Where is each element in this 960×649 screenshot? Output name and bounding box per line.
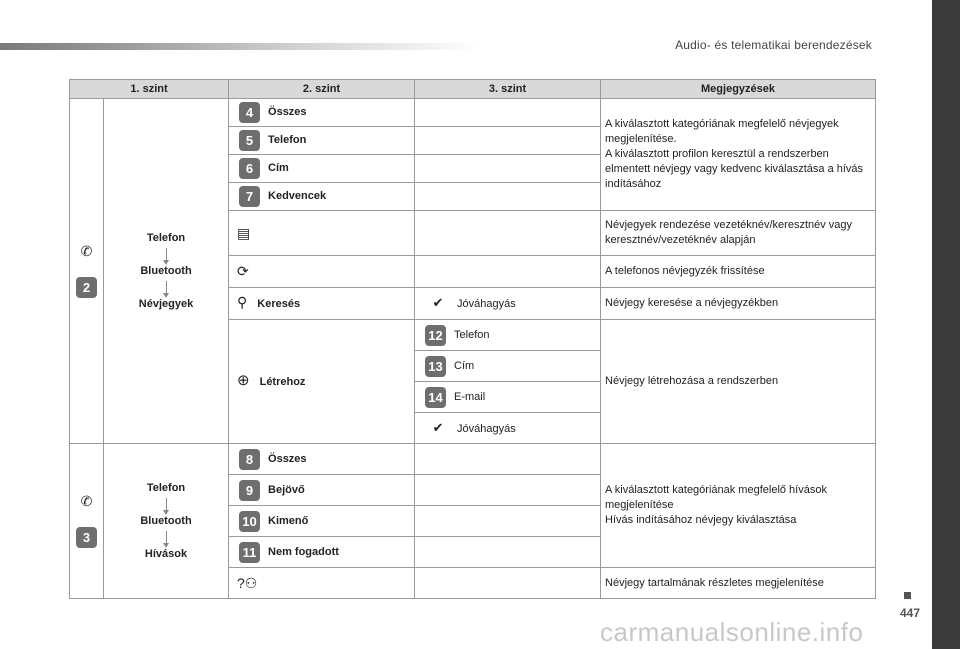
step-number: 10 <box>239 511 260 532</box>
header-level1: 1. szint <box>70 80 229 99</box>
level2-cell <box>229 475 415 506</box>
add-circle-icon: ⊕ <box>237 372 250 389</box>
level2-cell <box>229 99 415 127</box>
arrow-down-icon <box>166 281 167 295</box>
level2-label: Összes <box>268 452 307 465</box>
level2-cell <box>229 155 415 183</box>
level3-label: E-mail <box>454 390 486 403</box>
path-item: Névjegyek <box>138 297 194 310</box>
level1-cell <box>70 99 104 444</box>
level3-cell <box>415 382 601 413</box>
level1-path-cell <box>104 444 229 599</box>
level2-label: Kimenő <box>268 514 309 527</box>
arrow-down-icon <box>166 498 167 512</box>
level2-cell <box>229 127 415 155</box>
level2-cell <box>229 537 415 568</box>
level1-path-cell <box>104 99 229 444</box>
level3-label: Jóváhagyás <box>457 298 516 310</box>
path-item: Telefon <box>146 231 186 244</box>
notes-cell: A kiválasztott kategóriának megfelelő névjegyek megjelenítése. A kiválasztott profilon keresztül a rendszerben elmentett névjegy vagy kedvenc kiválasztása a hívás indításához <box>601 99 876 211</box>
checkmark-icon: ✔ <box>432 295 444 310</box>
menu-path <box>108 231 224 312</box>
search-icon: ⚲ <box>237 294 248 310</box>
level3-label: Jóváhagyás <box>457 422 516 435</box>
level3-cell <box>415 475 601 506</box>
step-number: 8 <box>239 449 260 470</box>
level2-label: Cím <box>268 162 289 174</box>
phone-icon: ✆ <box>80 493 93 509</box>
notes-cell: Névjegy tartalmának részletes megjelenítése <box>601 568 876 599</box>
level3-cell <box>415 99 601 127</box>
level2-cell <box>229 320 415 444</box>
level2-label: Összes <box>268 106 307 118</box>
level2-label: Nem fogadott <box>268 545 339 558</box>
step-number: 14 <box>425 387 446 408</box>
table-header-row <box>70 80 876 99</box>
menu-table <box>69 79 876 599</box>
level3-cell <box>415 211 601 256</box>
level2-label: Bejövő <box>268 483 305 496</box>
contact-details-icon: ?⚇ <box>237 574 258 591</box>
menu-path <box>108 481 224 562</box>
level2-cell <box>229 568 415 599</box>
level3-cell <box>415 288 601 320</box>
header-gradient-bar <box>0 43 480 50</box>
table-row <box>70 99 876 127</box>
arrow-down-icon <box>166 531 167 545</box>
notes-cell: Névjegyek rendezése vezetéknév/keresztnév vagy keresztnév/vezetéknév alapján <box>601 211 876 256</box>
level3-cell <box>415 506 601 537</box>
path-item: Bluetooth <box>140 264 192 277</box>
page-marker <box>904 592 911 599</box>
level3-cell <box>415 568 601 599</box>
watermark-text: carmanualsonline.info <box>600 617 864 647</box>
step-number: 7 <box>239 186 260 207</box>
level3-cell <box>415 183 601 211</box>
level2-label: Kedvencek <box>268 190 327 202</box>
level3-cell <box>415 537 601 568</box>
step-number: 6 <box>239 158 260 179</box>
header-level3: 3. szint <box>415 80 601 99</box>
notes-cell: Névjegy létrehozása a rendszerben <box>601 320 876 444</box>
step-number: 9 <box>239 480 260 501</box>
arrow-down-icon <box>166 248 167 262</box>
step-number: 5 <box>239 130 260 151</box>
level1-cell <box>70 444 104 599</box>
level3-cell <box>415 320 601 351</box>
path-item: Telefon <box>146 481 186 494</box>
table-row <box>70 444 876 475</box>
level3-cell <box>415 155 601 183</box>
step-number: 11 <box>239 542 260 563</box>
step-number: 3 <box>76 527 97 548</box>
phone-icon: ✆ <box>80 243 93 259</box>
notes-cell: A telefonos névjegyzék frissítése <box>601 256 876 288</box>
step-number: 2 <box>76 277 97 298</box>
header-level2: 2. szint <box>229 80 415 99</box>
level3-cell <box>415 256 601 288</box>
level3-label: Telefon <box>454 328 490 341</box>
level3-cell <box>415 351 601 382</box>
page-number: 447 <box>900 606 921 620</box>
level2-cell <box>229 211 415 256</box>
level2-label: Keresés <box>257 298 301 310</box>
level2-cell <box>229 183 415 211</box>
level3-cell <box>415 413 601 444</box>
contact-card-icon: ▤ <box>237 224 251 241</box>
path-item: Hívások <box>144 547 188 560</box>
step-number: 4 <box>239 102 260 123</box>
notes-cell: Névjegy keresése a névjegyzékben <box>601 288 876 320</box>
level2-cell <box>229 288 415 320</box>
level2-cell <box>229 444 415 475</box>
refresh-icon: ⟳ <box>237 263 249 279</box>
level2-cell <box>229 506 415 537</box>
page-header-title: Audio- és telematikai berendezések <box>675 38 872 52</box>
level2-label: Telefon <box>268 134 307 146</box>
level3-cell <box>415 127 601 155</box>
level2-cell <box>229 256 415 288</box>
checkmark-icon: ✔ <box>432 419 444 435</box>
step-number: 12 <box>425 325 446 346</box>
header-notes: Megjegyzések <box>601 80 876 99</box>
level3-cell <box>415 444 601 475</box>
notes-cell: A kiválasztott kategóriának megfelelő hívások megjelenítése Hívás indításához névjegy kiválasztása <box>601 444 876 568</box>
side-strip <box>932 0 960 649</box>
level3-label: Cím <box>454 359 475 372</box>
level2-label: Létrehoz <box>259 376 306 388</box>
step-number: 13 <box>425 356 446 377</box>
path-item: Bluetooth <box>140 514 192 527</box>
